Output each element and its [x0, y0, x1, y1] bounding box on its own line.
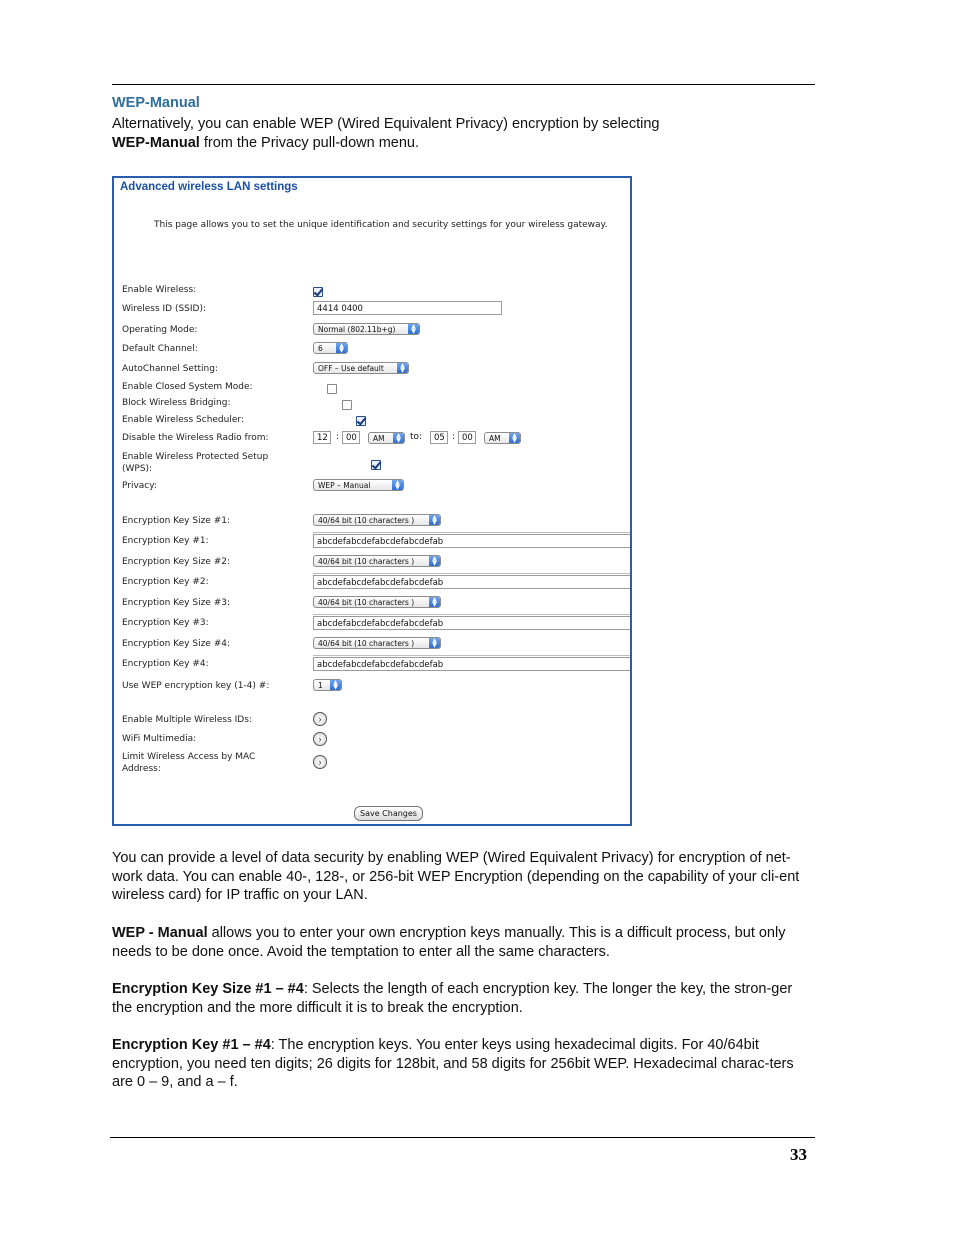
mac-limit-label: Limit Wireless Access by MAC Address: [122, 752, 256, 774]
select-arrows-icon: ▲ ▼ [393, 433, 404, 443]
desc-wep-manual: allows you to enter your own encryption keys manually. This is a difficult process, but only needs to be done once. Avoid the temptation to enter all the same characters. [112, 925, 786, 960]
from-hour-input[interactable]: 12 [313, 431, 331, 444]
autochannel-select[interactable] [313, 362, 409, 374]
desc-key-size: : Selects the length of each encryption key. The longer the key, the stron-ger the encryption and the more difficult it is to break the encryption. [112, 981, 793, 1016]
key-size-1-value: 40/64 bit (10 characters ) [318, 516, 415, 525]
wireless-settings-panel [112, 176, 632, 826]
select-arrows-icon: ▲ ▼ [429, 597, 440, 607]
ssid-input[interactable]: 4414 0400 [313, 301, 502, 315]
time-colon: : [336, 432, 340, 442]
term-wep-manual: WEP - Manual [112, 925, 208, 941]
wps-label: Enable Wireless Protected Setup (WPS): [122, 452, 269, 474]
to-ampm-select[interactable] [484, 432, 521, 444]
enable-wireless-label: Enable Wireless: [122, 285, 197, 295]
select-arrows-icon: ▲ ▼ [429, 515, 440, 525]
scheduler-checkbox[interactable] [356, 416, 366, 426]
wps-checkbox[interactable] [371, 460, 381, 470]
key-4-input[interactable]: abcdefabcdefabcdefabcdefab [313, 657, 630, 671]
operating-mode-value: Normal (802.11b+g) [318, 325, 396, 334]
to-ampm-value: AM [489, 434, 501, 443]
intro-rest: from the Privacy pull-down menu. [199, 134, 420, 151]
divider [313, 655, 630, 656]
intro-paragraph [112, 115, 815, 152]
section-title: WEP-Manual [112, 95, 200, 111]
privacy-label: Privacy: [122, 481, 157, 491]
paragraph-wep-manual [112, 924, 815, 961]
multiple-ids-label: Enable Multiple Wireless IDs: [122, 715, 252, 725]
key-2-input[interactable]: abcdefabcdefabcdefabcdefab [313, 575, 630, 589]
intro-line: Alternatively, you can enable WEP (Wired Equivalent Privacy) encryption by selecting [112, 116, 660, 132]
operating-mode-label: Operating Mode: [122, 325, 198, 335]
key-size-4-label: Encryption Key Size #4: [122, 639, 230, 649]
key-size-3-value: 40/64 bit (10 characters ) [318, 598, 415, 607]
key-size-2-label: Encryption Key Size #2: [122, 557, 230, 567]
from-ampm-value: AM [373, 434, 385, 443]
to-minute-input[interactable]: 00 [458, 431, 476, 444]
paragraph-wep-overview: You can provide a level of data security by enabling WEP (Wired Equivalent Privacy) for encryption of net-work data. You can enable 40-, 128-, or 256-bit WEP Encryption (depending on the capability of your cli-ent wireless card) for IP traffic on your LAN. [112, 850, 800, 904]
paragraph-key [112, 1036, 815, 1092]
intro-bold: WEP-Manual [112, 134, 200, 151]
page-number: 33 [790, 1145, 807, 1164]
key-3-label: Encryption Key #3: [122, 618, 209, 628]
select-arrows-icon: ▲ ▼ [429, 556, 440, 566]
key-size-4-value: 40/64 bit (10 characters ) [318, 639, 415, 648]
use-key-value: 1 [318, 681, 323, 690]
save-changes-button[interactable]: Save Changes [354, 806, 423, 821]
term-key: Encryption Key #1 – #4 [112, 1037, 271, 1053]
enable-wireless-checkbox[interactable] [313, 287, 323, 297]
chevron-right-icon[interactable]: › [313, 755, 327, 769]
key-size-4-select[interactable] [313, 637, 441, 649]
key-size-1-select[interactable] [313, 514, 441, 526]
chevron-right-icon[interactable]: › [313, 712, 327, 726]
from-minute-input[interactable]: 00 [342, 431, 360, 444]
footer-rule [110, 1137, 815, 1138]
key-1-input[interactable]: abcdefabcdefabcdefabcdefab [313, 534, 630, 548]
default-channel-value: 6 [318, 344, 323, 353]
autochannel-label: AutoChannel Setting: [122, 364, 218, 374]
key-size-2-value: 40/64 bit (10 characters ) [318, 557, 415, 566]
time-colon: : [452, 432, 456, 442]
wifi-multimedia-label: WiFi Multimedia: [122, 734, 197, 744]
bridging-label: Block Wireless Bridging: [122, 398, 231, 408]
closed-system-label: Enable Closed System Mode: [122, 382, 253, 392]
key-3-input[interactable]: abcdefabcdefabcdefabcdefab [313, 616, 630, 630]
scheduler-label: Enable Wireless Scheduler: [122, 415, 244, 425]
key-size-1-label: Encryption Key Size #1: [122, 516, 230, 526]
chevron-right-icon[interactable]: › [313, 732, 327, 746]
divider [313, 614, 630, 615]
disable-radio-label: Disable the Wireless Radio from: [122, 433, 269, 443]
default-channel-label: Default Channel: [122, 344, 198, 354]
to-label: to: [410, 432, 423, 442]
select-arrows-icon: ▲ ▼ [429, 638, 440, 648]
key-2-label: Encryption Key #2: [122, 577, 209, 587]
select-arrows-icon: ▲ ▼ [336, 343, 347, 353]
panel-title: Advanced wireless LAN settings [120, 181, 298, 193]
use-key-label: Use WEP encryption key (1-4) #: [122, 681, 270, 691]
select-arrows-icon: ▲ ▼ [509, 433, 520, 443]
ssid-label: Wireless ID (SSID): [122, 304, 207, 314]
key-size-2-select[interactable] [313, 555, 441, 567]
from-ampm-select[interactable] [368, 432, 405, 444]
header-rule [112, 84, 815, 85]
closed-system-checkbox[interactable] [327, 384, 337, 394]
default-channel-select[interactable] [313, 342, 348, 354]
key-4-label: Encryption Key #4: [122, 659, 209, 669]
term-key-size: Encryption Key Size #1 – #4 [112, 981, 304, 997]
privacy-value: WEP – Manual [318, 481, 371, 490]
select-arrows-icon: ▲ ▼ [330, 680, 341, 690]
paragraph-key-size [112, 980, 815, 1017]
desc-key: : The encryption keys. You enter keys using hexadecimal digits. For 40/64bit encryption, you need ten digits; 26 digits for 128bit, and 58 digits for 256bit WEP. Hexadecimal charac-ters are 0 – 9, and a – f. [112, 1037, 794, 1091]
select-arrows-icon: ▲ ▼ [408, 324, 419, 334]
bridging-checkbox[interactable] [342, 400, 352, 410]
privacy-select[interactable] [313, 479, 404, 491]
divider [313, 532, 630, 533]
key-1-label: Encryption Key #1: [122, 536, 209, 546]
key-size-3-label: Encryption Key Size #3: [122, 598, 230, 608]
use-key-select[interactable] [313, 679, 342, 691]
panel-description: This page allows you to set the unique identification and security settings for your wireless gateway. [154, 220, 608, 230]
select-arrows-icon: ▲ ▼ [392, 480, 403, 490]
to-hour-input[interactable]: 05 [430, 431, 448, 444]
select-arrows-icon: ▲ ▼ [397, 363, 408, 373]
autochannel-value: OFF – Use default [318, 364, 384, 373]
divider [313, 573, 630, 574]
operating-mode-select[interactable] [313, 323, 420, 335]
key-size-3-select[interactable] [313, 596, 441, 608]
